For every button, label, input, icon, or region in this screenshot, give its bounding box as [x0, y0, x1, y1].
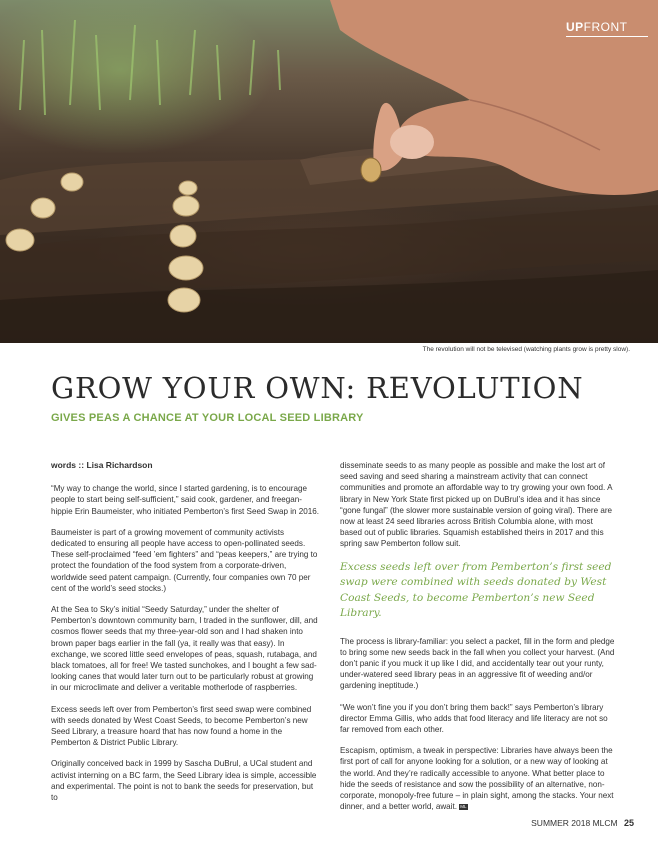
right-column [340, 460, 615, 822]
byline-author: Lisa Richardson [86, 460, 153, 470]
end-mark-icon: ML [460, 804, 467, 810]
section-tag-bold: UP [566, 20, 584, 34]
footer-issue: SUMMER 2018 [531, 818, 591, 828]
photo-illustration [0, 0, 658, 343]
paragraph: At the Sea to Sky’s initial “Seedy Saturday,” under the shelter of Pemberton’s downtown community barn, I traded in the sunflower, dill, and cosmos flower seeds that my three-year-old son and I had shaken into brown paper bags earlier in the fall (ya, it really was that easy). In exchange, we scored little seed envelopes of peas, squash, rutabaga, and black tomatoes, all for free! We tasted sunchokes, and I bought a few sad-looking canes that would later turn out to be particularly robust at growing in our microclimate and deliver a veritable motherlode of raspberries. [51, 605, 318, 693]
last-paragraph [340, 745, 615, 812]
article-subtitle: GIVES PEAS A CHANCE AT YOUR LOCAL SEED LIBRARY [51, 412, 364, 424]
paragraph: “We won’t fine you if you don’t bring them back!” says Pemberton’s library director Emma Gillis, who adds that food literacy and life literacy are not so far removed from each other. [340, 702, 608, 735]
seedlings [20, 20, 280, 115]
left-column [51, 460, 319, 813]
paragraph: “My way to change the world, since I started gardening, is to encourage people to start being self-sufficient,” said cook, gardener, and freegan-hippie Erin Baumeister, who initiated Pemberton’s first Seed Swap in 2016. [51, 484, 319, 516]
article-title: GROW YOUR OWN: REVOLUTION [51, 371, 584, 405]
last-paragraph-text: Escapism, optimism, a tweak in perspective: Libraries have always been the first port of call for anyone looking for a solution, or a new way of looking at the world. And they’re radically accessible to anyone. What better place to hide the seeds of resistance and sow the possibility of an alternative, non-corporate, monopoly-free future – in plain sight, among the stacks. Your next dinner, and a better world, await. [340, 746, 614, 812]
paragraph: The process is library-familiar: you select a packet, fill in the form and pledge to bring some new seeds back in the fall when you collect your harvest. (And don’t panic if you muck it up like I did, and accidentally tear out your runty, under-watered seed library peas in an aggressive fit of weeding and/or gardening ineptitude.) [340, 636, 615, 691]
section-tag [566, 20, 648, 37]
seed-planting-photo [0, 0, 658, 343]
paragraph: Originally conceived back in 1999 by Sascha DuBrul, a UCal student and activist interning on a BC farm, the Seed Library idea is simple, accessible and experimental. The point is not to bank the seeds for preservation, but to [51, 759, 317, 803]
page-footer [531, 818, 634, 828]
paragraph: disseminate seeds to as many people as possible and make the lost art of seed saving and seed sharing a mainstream activity that can connect communities and promote an affordable way to try growing your own food. A library in New York State first picked up on DuBrul’s idea and it has since “gone fungal” (the slower more sustainable version of going viral). There are now at least 24 seed libraries across British Columbia alone, with most based out of public libraries. Squamish established theirs in 2017 and this spring saw Pemberton follow suit. [340, 461, 613, 549]
paragraph: Excess seeds left over from Pemberton’s first seed swap were combined with seeds donated by West Coast Seeds, to become Pemberton’s new Seed Library, a treasure hoard that has now found a home in the Pemberton & District Public Library. [51, 704, 312, 748]
byline-label: words :: [51, 460, 85, 470]
footer-magazine: MLCM [592, 818, 618, 828]
paragraph: Baumeister is part of a growing movement of community activists dedicated to ensuring all people have access to open-pollinated seeds. These self-proclaimed “feed ’em fighters” and “peas keepers,” are trying to protect the foundation of the food system from a corporate-driven, worldwide seed patent campaign. (Currently, four companies own 70 per cent of the world’s seed stocks.) [51, 527, 318, 593]
pull-quote: Excess seeds left over from Pemberton’s first seed swap were combined with seeds donated by West Coast Seeds, to become Pemberton’s new Seed Library. [340, 560, 612, 620]
section-tag-rest: FRONT [583, 20, 628, 34]
photo-caption: The revolution will not be televised (watching plants grow is pretty slow). [422, 346, 630, 353]
byline [51, 460, 319, 471]
page-number: 25 [623, 818, 634, 828]
